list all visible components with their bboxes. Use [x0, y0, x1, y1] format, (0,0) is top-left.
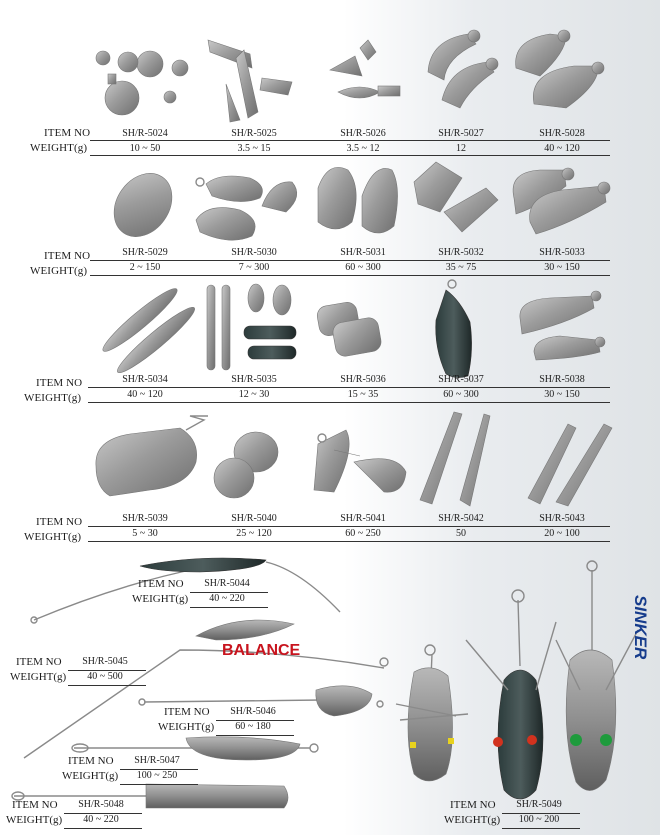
label-5047	[62, 755, 198, 785]
sinker-5028-photo	[516, 30, 604, 108]
weight-5045: 40 ~ 500	[87, 671, 123, 682]
item-no-5038: SH/R-5038	[539, 374, 585, 385]
weight-label: WEIGHT(g)	[10, 671, 67, 683]
item-no-5048: SH/R-5048	[78, 799, 124, 810]
item-no-5041: SH/R-5041	[340, 513, 386, 524]
weight-5040: 25 ~ 120	[236, 528, 272, 539]
item-no-5045: SH/R-5045	[82, 656, 128, 667]
weight-5030: 7 ~ 300	[238, 262, 270, 273]
item-no-5034: SH/R-5034	[122, 374, 168, 385]
weight-label: WEIGHT(g)	[132, 593, 189, 605]
item-no-5044: SH/R-5044	[204, 578, 250, 589]
weight-5036: 15 ~ 35	[347, 389, 379, 400]
weight-label: WEIGHT(g)	[6, 814, 63, 826]
label-5046	[158, 706, 294, 736]
weight-5049: 100 ~ 200	[518, 814, 560, 825]
underline	[68, 685, 146, 686]
item-no-5030: SH/R-5030	[231, 247, 277, 258]
weight-5024: 10 ~ 50	[129, 143, 161, 154]
sinker-5029-photo	[102, 162, 184, 248]
row3-rule	[88, 387, 610, 388]
row4-weight-label: WEIGHT(g)	[24, 531, 82, 543]
sinker-5027-photo	[428, 30, 498, 108]
sinker-5037-photo	[436, 280, 472, 378]
item-no-5042: SH/R-5042	[438, 513, 484, 524]
weight-5046: 60 ~ 180	[235, 721, 271, 732]
item-no-label: ITEM NO	[138, 578, 184, 590]
weight-5032: 35 ~ 75	[445, 262, 477, 273]
weight-5044: 40 ~ 220	[209, 593, 245, 604]
weight-5041: 60 ~ 250	[345, 528, 381, 539]
weight-5039: 5 ~ 30	[132, 528, 158, 539]
underline	[216, 735, 294, 736]
row4-item-no-label: ITEM NO	[36, 516, 83, 528]
sinker-5026-photo	[330, 40, 400, 98]
weight-5029: 2 ~ 150	[129, 262, 161, 273]
underline	[502, 828, 580, 829]
weight-5042: 50	[456, 528, 466, 539]
item-no-5040: SH/R-5040	[231, 513, 277, 524]
sinker-5043-photo	[528, 424, 612, 506]
sinker-5025-photo	[208, 40, 292, 122]
row3-weight-label: WEIGHT(g)	[24, 392, 82, 404]
item-no-5031: SH/R-5031	[340, 247, 386, 258]
item-no-5032: SH/R-5032	[438, 247, 484, 258]
balance-title: BALANCE	[222, 642, 301, 659]
sinker-5040-photo	[214, 432, 278, 498]
label-5049	[444, 799, 580, 829]
sinker-5034-photo	[98, 283, 199, 378]
row3-item-no-label: ITEM NO	[36, 377, 83, 389]
item-no-5026: SH/R-5026	[340, 128, 386, 139]
row1-rule-2	[90, 155, 610, 156]
weight-5026: 3.5 ~ 12	[346, 143, 380, 154]
item-no-5035: SH/R-5035	[231, 374, 277, 385]
item-no-5043: SH/R-5043	[539, 513, 585, 524]
item-no-label: ITEM NO	[12, 799, 58, 811]
sinker-5031-photo	[318, 167, 398, 233]
item-no-5028: SH/R-5028	[539, 128, 585, 139]
weight-5047: 100 ~ 250	[136, 770, 178, 781]
item-no-5037: SH/R-5037	[438, 374, 484, 385]
sinker-5039-photo	[96, 416, 208, 496]
weight-5027: 12	[456, 143, 466, 154]
weight-5048: 40 ~ 220	[83, 814, 119, 825]
weight-label: WEIGHT(g)	[158, 721, 215, 733]
item-no-label: ITEM NO	[16, 656, 62, 668]
weight-5037: 60 ~ 300	[443, 389, 479, 400]
item-no-5049: SH/R-5049	[516, 799, 562, 810]
row2-item-no-label: ITEM NO	[44, 250, 91, 262]
sinker-5032-photo	[414, 162, 498, 232]
underline	[120, 784, 198, 785]
label-5044	[132, 578, 268, 608]
item-no-5029: SH/R-5029	[122, 247, 168, 258]
weight-5034: 40 ~ 120	[127, 389, 163, 400]
underline	[64, 828, 142, 829]
row3-rule-2	[88, 402, 610, 403]
sinker-5035-photo	[207, 284, 296, 370]
item-no-5039: SH/R-5039	[122, 513, 168, 524]
weight-5033: 30 ~ 150	[544, 262, 580, 273]
row1-rule	[90, 140, 610, 141]
label-5045	[10, 656, 146, 686]
underline	[190, 607, 268, 608]
sinker-5033-photo	[513, 168, 610, 234]
weight-5028: 40 ~ 120	[544, 143, 580, 154]
row4-rule	[88, 526, 610, 527]
item-no-5025: SH/R-5025	[231, 128, 277, 139]
sinker-5038-photo	[520, 291, 605, 360]
sinker-5036-photo	[316, 301, 383, 358]
weight-label: WEIGHT(g)	[62, 770, 119, 782]
row2-rule	[90, 260, 610, 261]
weight-5038: 30 ~ 150	[544, 389, 580, 400]
item-no-label: ITEM NO	[68, 755, 114, 767]
label-5048	[6, 799, 142, 829]
item-no-5046: SH/R-5046	[230, 706, 276, 717]
sinker-side-title: SINKER	[631, 594, 650, 660]
item-no-5027: SH/R-5027	[438, 128, 484, 139]
item-no-5033: SH/R-5033	[539, 247, 585, 258]
row2-rule-2	[90, 275, 610, 276]
sinker-5024-photo	[96, 51, 188, 115]
row4-rule-2	[88, 541, 610, 542]
weight-label: WEIGHT(g)	[444, 814, 501, 826]
item-no-5036: SH/R-5036	[340, 374, 386, 385]
item-no-label: ITEM NO	[164, 706, 210, 718]
item-no-5024: SH/R-5024	[122, 128, 168, 139]
weight-5025: 3.5 ~ 15	[237, 143, 271, 154]
weight-5031: 60 ~ 300	[345, 262, 381, 273]
item-no-label: ITEM NO	[450, 799, 496, 811]
sinker-5041-photo	[314, 430, 406, 492]
weight-5035: 12 ~ 30	[238, 389, 270, 400]
sinker-5042-photo	[420, 412, 490, 506]
item-no-5047: SH/R-5047	[134, 755, 180, 766]
row1-item-no-label: ITEM NO	[44, 127, 91, 139]
sinker-5049-photo	[396, 561, 638, 799]
weight-5043: 20 ~ 100	[544, 528, 580, 539]
row1-weight-label: WEIGHT(g)	[30, 142, 88, 154]
sinker-5030-photo	[196, 176, 297, 240]
row2-weight-label: WEIGHT(g)	[30, 265, 88, 277]
